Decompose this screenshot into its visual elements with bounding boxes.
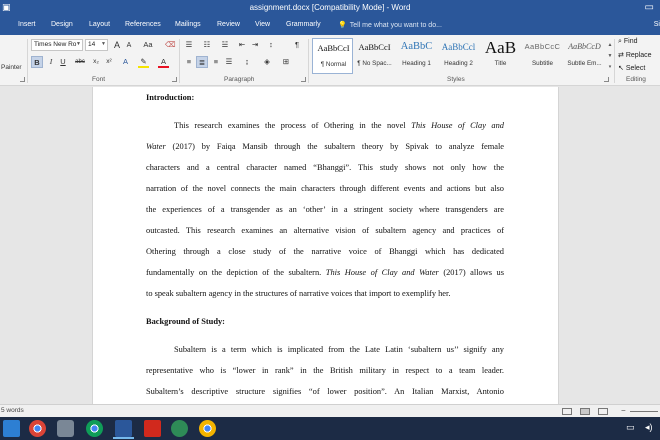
format-painter-button[interactable]: Painter xyxy=(1,64,22,71)
style-name: Heading 1 xyxy=(402,60,431,67)
zoom-out-icon[interactable]: − xyxy=(621,406,626,415)
editing-group-label: Editing xyxy=(626,76,646,83)
style-heading-2[interactable] xyxy=(438,38,479,74)
network-drive-icon[interactable] xyxy=(57,420,74,437)
select-button[interactable] xyxy=(618,64,645,72)
strikethrough-button[interactable]: abc xyxy=(75,59,85,65)
group-divider xyxy=(308,39,309,83)
text-span: This research examines the process of Othering in the novel xyxy=(174,121,412,130)
decrease-indent-icon[interactable]: ⇤ xyxy=(238,40,246,49)
text-effects-icon[interactable]: A xyxy=(122,57,128,66)
text-line[interactable]: the experiences of a transgender as an ‘other’ in a stringent society where transgenders are xyxy=(146,205,504,214)
document-area[interactable] xyxy=(0,87,660,404)
chrome-icon[interactable] xyxy=(86,420,103,437)
active-app-indicator xyxy=(113,437,134,439)
bullets-icon[interactable]: ☰ xyxy=(185,40,193,49)
chevron-down-icon: ▼ xyxy=(101,41,106,47)
background-heading[interactable]: Background of Study: xyxy=(146,317,225,326)
style-name: ¶ Normal xyxy=(320,61,347,68)
style-sample: AaBbCcI xyxy=(358,42,391,52)
text-line[interactable] xyxy=(174,121,504,130)
style-name: Heading 2 xyxy=(444,60,473,67)
styles-group-label: Styles xyxy=(447,76,465,83)
subscript-button[interactable]: x₂ xyxy=(93,58,99,65)
text-line[interactable]: narration of the novel connects the main characters through different events and actions but also xyxy=(146,184,504,193)
find-label: Find xyxy=(623,38,638,45)
numbering-icon[interactable]: ☷ xyxy=(203,40,211,49)
find-button[interactable] xyxy=(618,38,638,46)
align-center-icon[interactable]: ≣ xyxy=(196,56,208,68)
shading-icon[interactable]: ◈ xyxy=(264,57,270,66)
novel-title: This House of Clay and Water xyxy=(325,268,439,277)
text-line[interactable]: characters and a central character named “Bhanggi”. This study shows not only how the xyxy=(146,163,504,172)
web-layout-icon[interactable] xyxy=(598,408,608,415)
replace-icon: ⇄ xyxy=(618,52,626,59)
text-line[interactable]: Subaltern’s descriptive structure signifies “of lower position”. An Italian Marxist, Antonio xyxy=(146,387,504,396)
styles-gallery xyxy=(310,38,603,74)
group-divider xyxy=(614,39,615,83)
style-sample: AaBbCcl xyxy=(441,42,476,52)
taskbar xyxy=(0,417,660,440)
highlight-color-button[interactable]: ✎ xyxy=(138,56,149,68)
style-no-spacing[interactable] xyxy=(354,38,395,74)
style-name: Title xyxy=(494,60,507,67)
italic-button[interactable]: I xyxy=(49,57,53,66)
align-left-icon[interactable]: ≡ xyxy=(186,57,192,66)
text-line[interactable] xyxy=(146,142,504,151)
chat-icon[interactable]: ▭ xyxy=(626,422,635,432)
font-color-button[interactable]: A xyxy=(158,56,169,68)
increase-indent-icon[interactable]: ⇥ xyxy=(251,40,259,49)
tell-me-text: Tell me what you want to do... xyxy=(349,22,442,29)
tab-grammarly[interactable]: Grammarly xyxy=(286,21,321,28)
acrobat-icon[interactable] xyxy=(144,420,161,437)
align-right-icon[interactable]: ≡ xyxy=(213,57,219,66)
word-count[interactable]: 5 words xyxy=(1,407,24,414)
paragraph-group-label: Paragraph xyxy=(224,76,255,83)
select-label: Select xyxy=(625,65,646,72)
bold-button[interactable]: B xyxy=(31,56,43,68)
underline-button[interactable]: U xyxy=(60,57,66,66)
style-title[interactable] xyxy=(480,38,521,74)
read-mode-icon[interactable] xyxy=(562,408,572,415)
style-subtitle[interactable] xyxy=(522,38,563,74)
tab-design[interactable]: Design xyxy=(51,21,73,28)
font-group-label: Font xyxy=(92,76,106,83)
save-icon[interactable]: ▣ xyxy=(2,2,11,12)
speaker-icon[interactable]: ◂) xyxy=(645,422,653,432)
change-case-button[interactable]: Aa xyxy=(143,40,153,49)
chevron-down-icon[interactable]: ▼ xyxy=(607,53,613,59)
style-sample: AaBbCcI xyxy=(317,43,350,53)
novel-title: This House of Clay and xyxy=(411,121,504,130)
tab-review[interactable]: Review xyxy=(217,21,240,28)
chevron-down-icon: ▼ xyxy=(76,41,81,47)
chevron-up-icon[interactable]: ▲ xyxy=(607,42,613,48)
font-name-select[interactable] xyxy=(31,39,83,51)
style-subtle-emphasis[interactable] xyxy=(564,38,605,74)
replace-label: Replace xyxy=(625,52,652,59)
zoom-slider[interactable] xyxy=(630,411,658,412)
style-sample: AaB xyxy=(484,38,517,57)
text-span: (2017) allows us xyxy=(438,268,504,277)
paragraph-dialog-launcher-icon[interactable] xyxy=(301,77,306,82)
tab-view[interactable]: View xyxy=(255,21,271,28)
text-line[interactable]: outcasted. This research examines an alternative vision of subaltern agency and practices of xyxy=(146,226,504,235)
group-divider xyxy=(27,39,28,83)
style-name: Subtitle xyxy=(531,60,553,67)
font-size-value: 14 xyxy=(88,41,96,48)
style-name: ¶ No Spac... xyxy=(357,60,392,67)
chrome-icon[interactable] xyxy=(199,420,216,437)
clipboard-dialog-launcher-icon[interactable] xyxy=(20,77,25,82)
sign-in-link[interactable]: Si xyxy=(653,21,660,28)
borders-icon[interactable]: ⊞ xyxy=(282,57,290,66)
tab-layout[interactable]: Layout xyxy=(89,21,111,28)
justify-icon[interactable]: ☰ xyxy=(225,57,233,66)
intro-heading[interactable]: Introduction: xyxy=(146,93,195,102)
ribbon-display-options-icon[interactable]: ▭ xyxy=(644,2,654,13)
cursor-icon: ↖ xyxy=(618,65,626,72)
grow-font-button[interactable]: A xyxy=(113,40,120,50)
group-divider xyxy=(179,39,180,83)
title-bar xyxy=(0,0,660,18)
show-formatting-marks-button[interactable]: ¶ xyxy=(294,40,300,49)
text-line[interactable] xyxy=(146,268,504,277)
style-normal[interactable] xyxy=(312,38,353,74)
style-sample: AaBbCcC xyxy=(524,42,561,51)
shrink-font-button[interactable]: A xyxy=(126,42,132,49)
styles-dialog-launcher-icon[interactable] xyxy=(604,77,609,82)
more-styles-icon[interactable]: ▾ xyxy=(608,64,612,70)
network-globe-icon[interactable] xyxy=(171,420,188,437)
style-name: Subtle Em... xyxy=(567,60,602,67)
search-icon: ⌕ xyxy=(618,38,624,45)
style-sample: AaBbC xyxy=(400,41,433,52)
print-layout-icon[interactable] xyxy=(580,408,590,415)
text-line[interactable]: Othering through a close study of the narrative voice of Bhanggi which has dedicated xyxy=(146,247,504,256)
novel-title: Water xyxy=(146,142,166,151)
text-span: (2017) by Faiqa Mansib through the subaltern theory by Spivak to analyze female xyxy=(165,142,504,151)
font-name-value: Times New Ro xyxy=(34,41,77,48)
status-bar xyxy=(0,404,660,417)
sort-icon[interactable]: ↕ xyxy=(269,40,273,49)
style-heading-1[interactable] xyxy=(396,38,437,74)
styles-scroll[interactable] xyxy=(606,40,614,74)
font-size-select[interactable] xyxy=(85,39,108,51)
text-line[interactable]: representative who is “lower in rank” in the British military in respect to a team leader. xyxy=(146,366,504,375)
style-sample: AaBbCcD xyxy=(568,42,601,51)
superscript-button[interactable]: x² xyxy=(106,58,112,65)
tab-references[interactable]: References xyxy=(125,21,161,28)
ribbon-tabs xyxy=(0,18,660,35)
multilevel-list-icon[interactable]: ☱ xyxy=(221,40,229,49)
clear-formatting-icon[interactable]: ⌫ xyxy=(165,40,176,49)
window-title: assignment.docx [Compatibility Mode] - Word xyxy=(249,3,411,12)
text-line[interactable]: Subaltern is a term which is implicated from the Late Latin ‘subaltern us’’ signify any xyxy=(174,345,504,354)
text-line[interactable]: to speak subaltern agency in the structures of narrative voices that import to exemplify her. xyxy=(146,289,451,298)
tell-me-box[interactable] xyxy=(338,21,442,29)
chrome-icon[interactable] xyxy=(29,420,46,437)
lightbulb-icon: 💡 xyxy=(338,22,347,29)
line-spacing-icon[interactable]: ↨ xyxy=(245,57,249,66)
word-icon[interactable] xyxy=(115,420,132,437)
windows-start-icon[interactable] xyxy=(3,420,20,437)
replace-button[interactable] xyxy=(618,51,652,59)
tab-insert[interactable]: Insert xyxy=(18,21,36,28)
document-page[interactable] xyxy=(92,87,559,404)
font-dialog-launcher-icon[interactable] xyxy=(172,77,177,82)
tab-mailings[interactable]: Mailings xyxy=(175,21,201,28)
text-span: fundamentally on the depiction of the subaltern. xyxy=(146,268,326,277)
